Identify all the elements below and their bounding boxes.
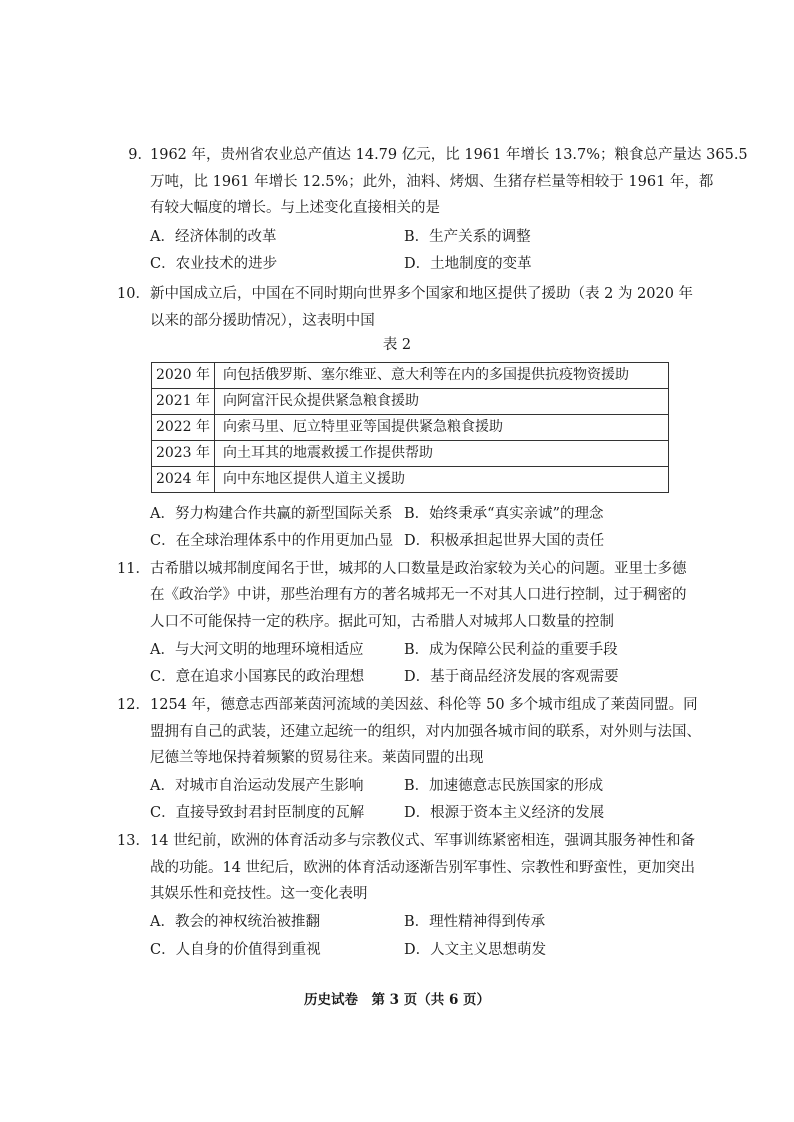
option-b: B．成为保障公民利益的重要手段 [404,642,618,658]
table-row [152,467,669,493]
table-cell-year: 2024 年 [152,467,215,493]
option-c: C．意在追求小国寡民的政治理想 [150,669,365,685]
question-text-line: 人口不可能保持一定的秩序。据此可知，古希腊人对城邦人口数量的控制 [150,614,614,630]
question-number: 12． [117,697,150,713]
table-row [152,441,669,467]
question-text-line: 14 世纪前，欧洲的体育活动多与宗教仪式、军事训练紧密相连，强调其服务神性和备 [150,833,696,849]
option-a: A．经济体制的改革 [150,229,277,245]
option-a: A．对城市自治运动发展产生影响 [150,778,364,794]
table-cell-year: 2021 年 [152,389,215,415]
question-text-line: 其娱乐性和竞技性。这一变化表明 [150,886,368,902]
option-d: D．土地制度的变革 [404,256,532,272]
question-number: 9． [128,147,152,163]
question-text-line: 有较大幅度的增长。与上述变化直接相关的是 [150,200,440,216]
question-number: 13． [117,833,150,849]
question-number: 10． [117,286,150,302]
question-text-line: 尼德兰等地保持着频繁的贸易往来。莱茵同盟的出现 [150,750,484,766]
option-a: A．努力构建合作共赢的新型国际关系 [150,506,393,522]
question-text-line: 1962 年，贵州省农业总产值达 14.79 亿元，比 1961 年增长 13.7%；粮食总产量达 365.5 [150,147,748,163]
question-text-line: 盟拥有自己的武装，还建立起统一的组织，对内加强各城市间的联系，对外则与法国、 [150,724,701,740]
option-d: D．积极承担起世界大国的责任 [404,533,605,549]
option-d: D．基于商品经济发展的客观需要 [404,669,619,685]
option-c: C．农业技术的进步 [150,256,278,272]
table-cell-text: 向阿富汗民众提供紧急粮食援助 [215,389,669,415]
option-a: A．教会的神权统治被推翻 [150,914,320,930]
option-c: C．直接导致封君封臣制度的瓦解 [150,805,365,821]
option-b: B．始终秉承“真实亲诚”的理念 [404,506,604,522]
question-text-line: 战的功能。14 世纪后，欧洲的体育活动逐渐告别军事性、宗教性和野蛮性，更加突出 [150,860,696,876]
table-cell-text: 向索马里、厄立特里亚等国提供紧急粮食援助 [215,415,669,441]
aid-table [151,362,669,493]
table-caption: 表 2 [382,337,412,353]
option-c: C．人自身的价值得到重视 [150,942,321,958]
option-d: D．人文主义思想萌发 [404,942,547,958]
table-cell-year: 2023 年 [152,441,215,467]
table-cell-text: 向包括俄罗斯、塞尔维亚、意大利等在内的多国提供抗疫物资援助 [215,363,669,389]
option-b: B．理性精神得到传承 [404,914,546,930]
page-footer: 历史试卷 第 3 页（共 6 页） [303,992,491,1008]
table-row [152,389,669,415]
table-row [152,363,669,389]
table-row [152,415,669,441]
table-cell-year: 2020 年 [152,363,215,389]
option-d: D．根源于资本主义经济的发展 [404,805,605,821]
question-number: 11． [117,561,150,577]
option-a: A．与大河文明的地理环境相适应 [150,642,364,658]
question-text-line: 1254 年，德意志西部莱茵河流域的美因兹、科伦等 50 多个城市组成了莱茵同盟。同 [150,697,698,713]
question-text-line: 古希腊以城邦制度闻名于世，城邦的人口数量是政治家较为关心的问题。亚里士多德 [150,561,687,577]
question-text-line: 在《政治学》中讲，那些治理有方的著名城邦无一不对其人口进行控制，过于稠密的 [150,587,687,603]
question-text-line: 万吨，比 1961 年增长 12.5%；此外，油料、烤烟、生猪存栏量等相较于 1961 年，都 [150,174,714,190]
table-cell-text: 向土耳其的地震救援工作提供帮助 [215,441,669,467]
table-cell-text: 向中东地区提供人道主义援助 [215,467,669,493]
option-b: B．生产关系的调整 [404,229,531,245]
option-c: C．在全球治理体系中的作用更加凸显 [150,533,394,549]
option-b: B．加速德意志民族国家的形成 [404,778,604,794]
question-text-line: 新中国成立后，中国在不同时期向世界多个国家和地区提供了援助（表 2 为 2020 年 [150,286,694,302]
table-cell-year: 2022 年 [152,415,215,441]
question-text-line: 以来的部分援助情况），这表明中国 [150,313,375,329]
